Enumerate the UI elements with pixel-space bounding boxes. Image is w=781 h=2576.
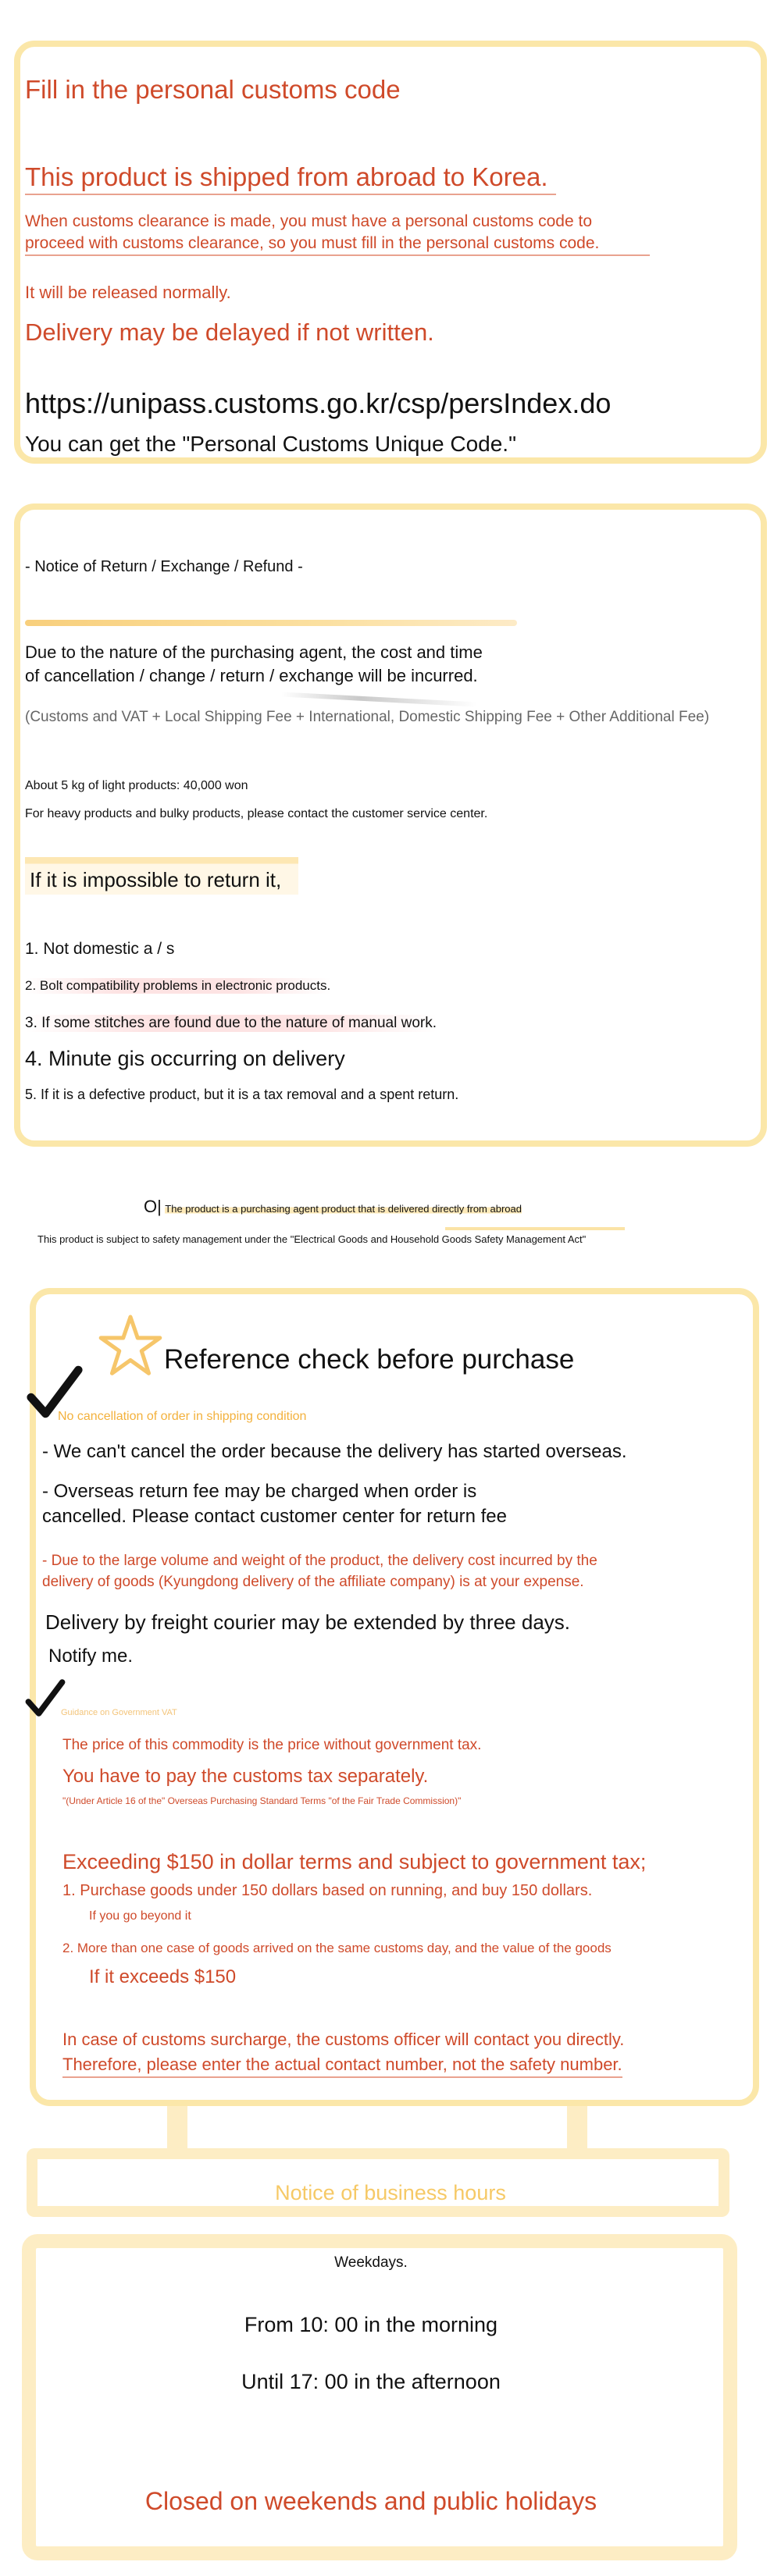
agent-product-text: The product is a purchasing agent product that is delivered directly from abroad <box>165 1203 522 1215</box>
return-fee-line-2: cancelled. Please contact customer center for return fee <box>42 1506 507 1527</box>
opening-time: From 10: 00 in the morning <box>244 2313 498 2336</box>
agent-product-notice <box>144 1197 522 1217</box>
yellow-divider <box>25 620 517 626</box>
return-heading: - Notice of Return / Exchange / Refund - <box>25 558 303 575</box>
safety-underline <box>445 1227 625 1230</box>
get-customs-code: You can get the "Personal Customs Unique Code." <box>25 432 517 456</box>
weekdays-label: Weekdays. <box>334 2254 408 2271</box>
fees-breakdown: (Customs and VAT + Local Shipping Fee + International, Domestic Shipping Fee + Other Additional Fee) <box>25 709 710 725</box>
clearance-line-2: proceed with customs clearance, so you must fill in the personal customs code. <box>25 234 650 256</box>
purchasing-nature-line-1: Due to the nature of the purchasing agent, the cost and time <box>25 642 483 662</box>
cant-cancel-text: - We can't cancel the order because the delivery has started overseas. <box>42 1441 627 1462</box>
pay-customs-tax: You have to pay the customs tax separately. <box>62 1766 429 1787</box>
delay-warning: Delivery may be delayed if not written. <box>25 318 434 346</box>
shipped-from-abroad: This product is shipped from abroad to Korea. <box>25 162 556 195</box>
contact-number-note: Therefore, please enter the actual contact number, not the safety number. <box>62 2055 622 2078</box>
closed-days: Closed on weekends and public holidays <box>144 2487 597 2515</box>
heavy-products-note: For heavy products and bulky products, please contact the customer service center. <box>25 807 488 820</box>
article-16-note: "(Under Article 16 of the" Overseas Purchasing Standard Terms "of the Fair Trade Commission)" <box>62 1795 462 1806</box>
business-hours-title: Notice of business hours <box>275 2181 506 2204</box>
return-item-4: 4. Minute gis occurring on delivery <box>25 1047 345 1070</box>
return-item-2: 2. Bolt compatibility problems in electronic products. <box>25 978 331 993</box>
unipass-url[interactable]: https://unipass.customs.go.kr/csp/persIndex.do <box>25 387 612 419</box>
notify-me: Notify me. <box>48 1646 134 1667</box>
return-item-3: 3. If some stitches are found due to the nature of manual work. <box>25 1015 437 1031</box>
clearance-line-1: When customs clearance is made, you must have a personal customs code to <box>25 212 593 230</box>
if-exceeds-150: If it exceeds $150 <box>89 1966 237 1987</box>
purchasing-nature-line-2: of cancellation / change / return / exchange will be incurred. <box>25 666 478 685</box>
vat-label: Guidance on Government VAT <box>61 1708 177 1717</box>
volume-line-1: - Due to the large volume and weight of the product, the delivery cost incurred by the <box>42 1553 597 1569</box>
beyond-it: If you go beyond it <box>89 1909 191 1923</box>
hanger-left <box>167 2106 187 2153</box>
closing-time: Until 17: 00 in the afternoon <box>241 2370 501 2393</box>
freight-delay: Delivery by freight courier may be extended by three days. <box>45 1610 571 1634</box>
released-normally: It will be released normally. <box>25 283 231 302</box>
customs-surcharge: In case of customs surcharge, the customs officer will contact you directly. <box>62 2030 625 2049</box>
impossible-title: If it is impossible to return it, <box>30 868 282 891</box>
agent-prefix: O| <box>144 1197 162 1216</box>
star-icon <box>98 1313 163 1379</box>
no-cancel-label: No cancellation of order in shipping condition <box>58 1410 307 1423</box>
hanger-right <box>567 2106 587 2153</box>
customs-title: Fill in the personal customs code <box>25 75 401 104</box>
safety-notice: This product is subject to safety management under the "Electrical Goods and Household Goods Safety Management Act" <box>37 1233 587 1245</box>
volume-line-2: delivery of goods (Kyungdong delivery of the affiliate company) is at your expense. <box>42 1574 584 1590</box>
light-products-fee: About 5 kg of light products: 40,000 won <box>25 779 248 792</box>
return-fee-line-1: - Overseas return fee may be charged when order is <box>42 1481 477 1502</box>
return-item-1: 1. Not domestic a / s <box>25 940 175 958</box>
price-no-tax: The price of this commodity is the price without government tax. <box>62 1737 482 1753</box>
return-item-5: 5. If it is a defective product, but it is a tax removal and a spent return. <box>25 1087 459 1102</box>
rule-1: 1. Purchase goods under 150 dollars based on running, and buy 150 dollars. <box>62 1882 593 1899</box>
exceeding-150: Exceeding $150 in dollar terms and subject to government tax; <box>62 1850 647 1873</box>
rule-2: 2. More than one case of goods arrived on the same customs day, and the value of the goods <box>62 1941 612 1955</box>
reference-title: Reference check before purchase <box>164 1344 575 1375</box>
